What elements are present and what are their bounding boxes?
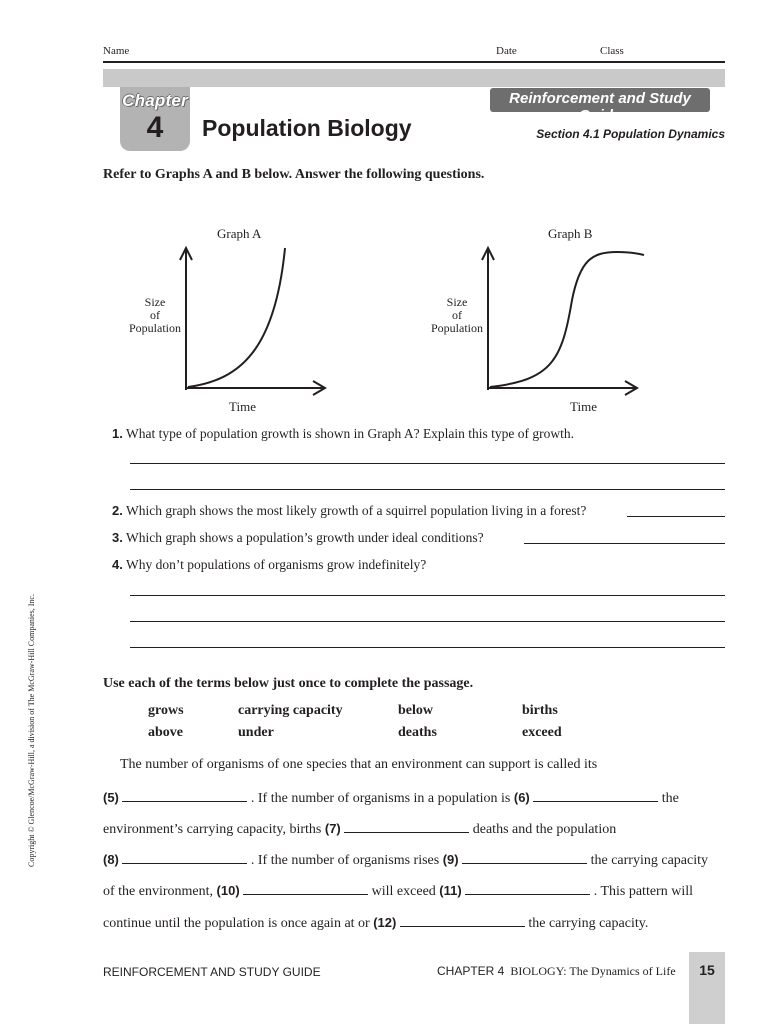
answer-blank-3[interactable] xyxy=(524,543,725,544)
passage-line-5 xyxy=(103,882,693,900)
passage-text-5: . If the number of organisms in a population is xyxy=(250,791,511,806)
header-banner xyxy=(103,69,725,87)
graph-a-title: Graph A xyxy=(217,226,262,241)
passage-text-11: . This pattern will xyxy=(593,884,693,899)
term-below: below xyxy=(398,703,433,718)
footer-chapter: CHAPTER 4 xyxy=(437,964,505,978)
passage-text-8: . If the number of organisms rises xyxy=(250,853,440,868)
name-label: Name xyxy=(103,45,130,57)
class-label: Class xyxy=(600,45,624,57)
chapter-number: 4 xyxy=(146,111,164,144)
date-label: Date xyxy=(496,45,517,57)
answer-line-4b[interactable] xyxy=(130,621,725,622)
graph-a-curve xyxy=(188,248,285,387)
blank-12-number: (12) xyxy=(373,915,397,930)
blank-5-number: (5) xyxy=(103,790,119,805)
passage-line-6 xyxy=(103,914,648,932)
passage-text-10b: will exceed xyxy=(371,884,436,899)
graph-b-title: Graph B xyxy=(548,226,593,241)
blank-10[interactable] xyxy=(243,882,368,895)
passage-text-7a: environment’s carrying capacity, births xyxy=(103,822,322,837)
graph-a-ylabel: Size of Population xyxy=(128,295,181,335)
page-number: 15 xyxy=(699,962,715,978)
question-1-number: 1. xyxy=(112,426,123,441)
blank-6[interactable] xyxy=(533,789,658,802)
answer-line-1b[interactable] xyxy=(130,489,725,490)
passage-text-10a: of the environment, xyxy=(103,884,214,899)
chapter-word: Chapter xyxy=(122,91,188,110)
blank-12[interactable] xyxy=(400,914,525,927)
passage-text-9: the carrying capacity xyxy=(590,853,708,868)
question-3-number: 3. xyxy=(112,530,123,545)
term-deaths: deaths xyxy=(398,725,437,740)
question-2 xyxy=(112,503,586,519)
term-exceed: exceed xyxy=(522,725,562,740)
graph-a-plot xyxy=(170,240,340,400)
passage-instructions: Use each of the terms below just once to complete the passage. xyxy=(103,676,474,691)
blank-7[interactable] xyxy=(344,820,469,833)
footer-book xyxy=(437,964,676,979)
blank-5[interactable] xyxy=(122,789,247,802)
passage-text-6: the xyxy=(661,791,679,806)
term-under: under xyxy=(238,725,274,740)
copyright-notice: Copyright © Glencoe/McGraw-Hill, a division of The McGraw-Hill Companies, Inc. xyxy=(27,594,36,867)
blank-9[interactable] xyxy=(462,851,587,864)
blank-8[interactable] xyxy=(122,851,247,864)
graph-b-xlabel: Time xyxy=(570,399,597,414)
page-title: Population Biology xyxy=(202,115,412,141)
graph-a-xlabel: Time xyxy=(229,399,256,414)
question-4-number: 4. xyxy=(112,557,123,572)
question-4-text: Why don’t populations of organisms grow indefinitely? xyxy=(125,557,427,572)
blank-11-number: (11) xyxy=(439,883,462,898)
answer-line-1a[interactable] xyxy=(130,463,725,464)
term-above: above xyxy=(148,725,183,740)
term-carrying-capacity: carrying capacity xyxy=(238,703,343,718)
passage-text-12b: the carrying capacity. xyxy=(528,916,649,931)
blank-8-number: (8) xyxy=(103,852,119,867)
question-2-number: 2. xyxy=(112,503,123,518)
question-1-text: What type of population growth is shown in Graph A? Explain this type of growth. xyxy=(125,426,575,441)
header-rule xyxy=(103,61,725,63)
passage-text-7b: deaths and the population xyxy=(472,822,617,837)
footer-book-title: BIOLOGY: The Dynamics of Life xyxy=(510,964,676,978)
footer-guide-label: REINFORCEMENT AND STUDY GUIDE xyxy=(103,965,321,979)
term-grows: grows xyxy=(148,703,184,718)
answer-line-4c[interactable] xyxy=(130,647,725,648)
graph-instructions: Refer to Graphs A and B below. Answer the following questions. xyxy=(103,167,485,182)
section-heading: Section 4.1 Population Dynamics xyxy=(536,127,725,141)
answer-line-4a[interactable] xyxy=(130,595,725,596)
passage-line-2 xyxy=(103,789,679,807)
passage-line-1: The number of organisms of one species that an environment can support is called its xyxy=(120,757,598,772)
blank-10-number: (10) xyxy=(216,883,240,898)
blank-11[interactable] xyxy=(465,882,590,895)
graph-b-plot xyxy=(472,240,652,400)
question-1 xyxy=(112,426,574,442)
answer-blank-2[interactable] xyxy=(627,516,725,517)
blank-9-number: (9) xyxy=(442,852,459,867)
graph-b-ylabel: Size of Population xyxy=(430,295,483,335)
blank-7-number: (7) xyxy=(324,821,341,836)
question-2-text: Which graph shows the most likely growth of a squirrel population living in a forest? xyxy=(125,503,587,518)
passage-text-12a: continue until the population is once again at or xyxy=(103,916,370,931)
term-births: births xyxy=(522,703,558,718)
graph-b-curve xyxy=(490,252,644,387)
study-guide-badge-label: Reinforcement and Study Guide xyxy=(509,90,691,124)
blank-6-number: (6) xyxy=(513,790,530,805)
passage-line-3 xyxy=(103,820,616,838)
question-3 xyxy=(112,530,484,546)
question-3-text: Which graph shows a population’s growth under ideal conditions? xyxy=(125,530,484,545)
passage-line-4 xyxy=(103,851,708,869)
question-4 xyxy=(112,557,426,573)
